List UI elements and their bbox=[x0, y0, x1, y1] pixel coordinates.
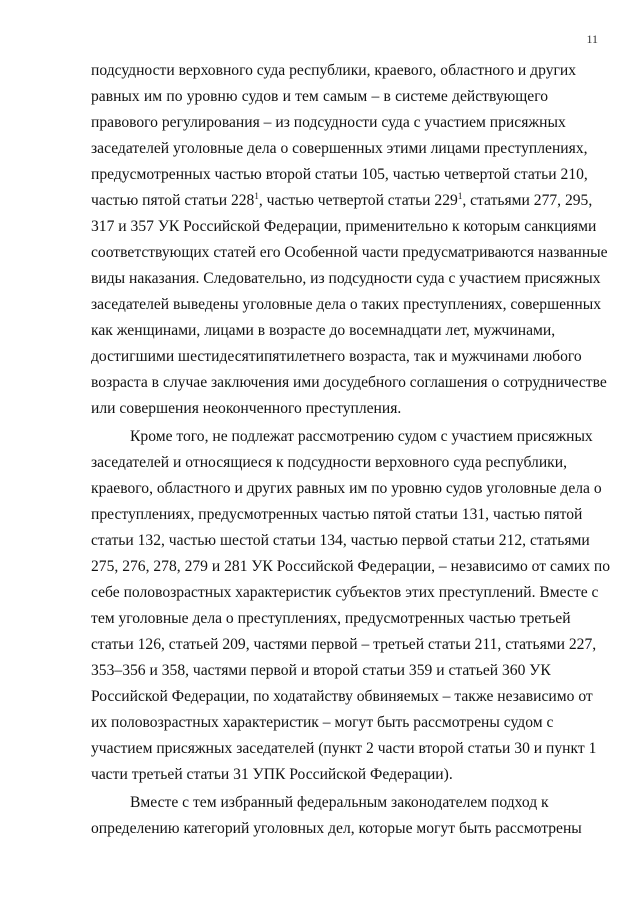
text-segment: частью пятой статьи 228 bbox=[91, 192, 255, 209]
text-line: преступлениях, предусмотренных частью пятой статьи 131, частью пятой bbox=[91, 506, 583, 523]
footnote-superscript: 1 bbox=[254, 190, 259, 201]
text-line bbox=[91, 188, 593, 214]
text-line: их половозрастных характеристик – могут быть рассмотрены судом с bbox=[91, 714, 554, 731]
text-line: Российской Федерации, по ходатайству обвиняемых – также независимо от bbox=[91, 688, 593, 705]
text-line: Кроме того, не подлежат рассмотрению судом с участием присяжных bbox=[130, 428, 593, 445]
text-line: достигшими шестидесятипятилетнего возраста, так и мужчинами любого bbox=[91, 348, 582, 365]
text-line: равных им по уровню судов и тем самым – в системе действующего bbox=[91, 88, 548, 105]
text-line: 317 и 357 УК Российской Федерации, применительно к которым санкциями bbox=[91, 218, 597, 235]
footnote-superscript: 1 bbox=[457, 190, 463, 201]
text-line: правового регулирования – из подсудности суда с участием присяжных bbox=[91, 114, 566, 131]
text-line: краевого, областного и других равных им по уровню судов уголовные дела о bbox=[91, 480, 602, 497]
text-line: статьи 132, частью шестой статьи 134, частью первой статьи 212, статьями bbox=[91, 532, 590, 549]
text-line: участием присяжных заседателей (пункт 2 части второй статьи 30 и пункт 1 bbox=[91, 740, 597, 757]
text-line: подсудности верховного суда республики, краевого, областного и других bbox=[91, 62, 577, 79]
text-line: заседателей и относящиеся к подсудности верховного суда республики, bbox=[91, 454, 567, 471]
text-line: себе половозрастных характеристик субъектов этих преступлений. Вместе с bbox=[91, 584, 599, 601]
text-line: как женщинами, лицами в возрасте до восемнадцати лет, мужчинами, bbox=[91, 322, 556, 339]
text-line: возраста в случае заключения ими досудебного соглашения о сотрудничестве bbox=[91, 374, 607, 391]
text-segment: , статьями 277, 295, bbox=[462, 192, 593, 209]
text-line: или совершения неоконченного преступления. bbox=[91, 400, 402, 417]
text-segment: , частью четвертой статьи 229 bbox=[258, 192, 458, 209]
text-line: Вместе с тем избранный федеральным законодателем подход к bbox=[130, 794, 549, 811]
text-line: тем уголовные дела о преступлениях, предусмотренных частью третьей bbox=[91, 610, 571, 627]
text-line: части третьей статьи 31 УПК Российской Федерации). bbox=[91, 766, 453, 783]
page-number: 11 bbox=[586, 32, 598, 46]
text-line: статьи 126, статьей 209, частями первой – третьей статьи 211, статьями 227, bbox=[91, 636, 597, 653]
text-line: заседателей уголовные дела о совершенных этими лицами преступлениях, bbox=[91, 140, 588, 157]
text-line: виды наказания. Следовательно, из подсудности суда с участием присяжных bbox=[91, 270, 601, 287]
text-line: соответствующих статей его Особенной части предусматриваются названные bbox=[91, 244, 608, 261]
text-line: определению категорий уголовных дел, которые могут быть рассмотрены bbox=[91, 820, 582, 837]
text-line: 275, 276, 278, 279 и 281 УК Российской Федерации, – независимо от самих по bbox=[91, 558, 611, 575]
text-line: 353–356 и 358, частями первой и второй статьи 359 и статьей 360 УК bbox=[91, 662, 551, 679]
text-line: предусмотренных частью второй статьи 105, частью четвертой статьи 210, bbox=[91, 166, 588, 183]
text-line: заседателей выведены уголовные дела о таких преступлениях, совершенных bbox=[91, 296, 602, 313]
